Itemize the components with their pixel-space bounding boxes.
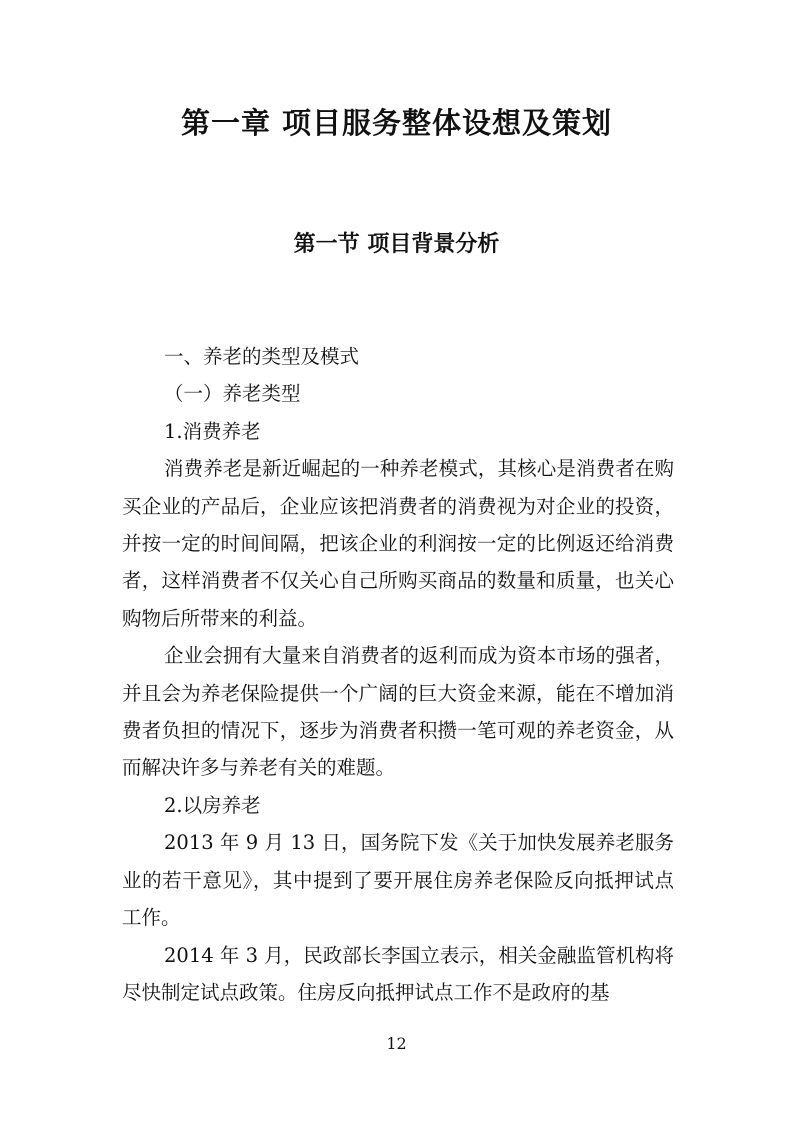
heading-consumer-pension: 1.消费养老 — [164, 419, 261, 443]
chapter-title: 第一章 项目服务整体设想及策划 — [180, 106, 613, 140]
page-number: 12 — [386, 1034, 407, 1053]
section-title: 第一节 项目背景分析 — [293, 232, 500, 257]
heading-housing-pension: 2.以房养老 — [164, 793, 261, 817]
heading-level-2: （一）养老类型 — [164, 382, 301, 406]
paragraph-consumer-2: 企业会拥有大量来自消费者的返利而成为资本市场的强者，并且会为养老保险提供一个广阔的巨大资金来源，能在不增加消费者负担的情况下，逐步为消费者积攒一笔可观的养老资金，从而解决许多与养老有关的难题。 — [122, 644, 674, 780]
paragraph-housing-1: 2013 年 9 月 13 日，国务院下发《关于加快发展养老服务业的若干意见》，其中提到了要开展住房养老保险反向抵押试点工作。 — [122, 831, 674, 930]
heading-level-1: 一、养老的类型及模式 — [164, 345, 360, 368]
paragraph-housing-2: 2014 年 3 月，民政部长李国立表示，相关金融监管机构将尽快制定试点政策。住房反向抵押试点工作不是政府的基 — [122, 943, 674, 1004]
body-text — [122, 338, 674, 1011]
paragraph-consumer-1: 消费养老是新近崛起的一种养老模式，其核心是消费者在购买企业的产品后，企业应该把消费者的消费视为对企业的投资，并按一定的时间间隔，把该企业的利润按一定的比例返还给消费者，这样消费者不仅关心自己所购买商品的数量和质量，也关心购物后所带来的利益。 — [122, 457, 674, 630]
